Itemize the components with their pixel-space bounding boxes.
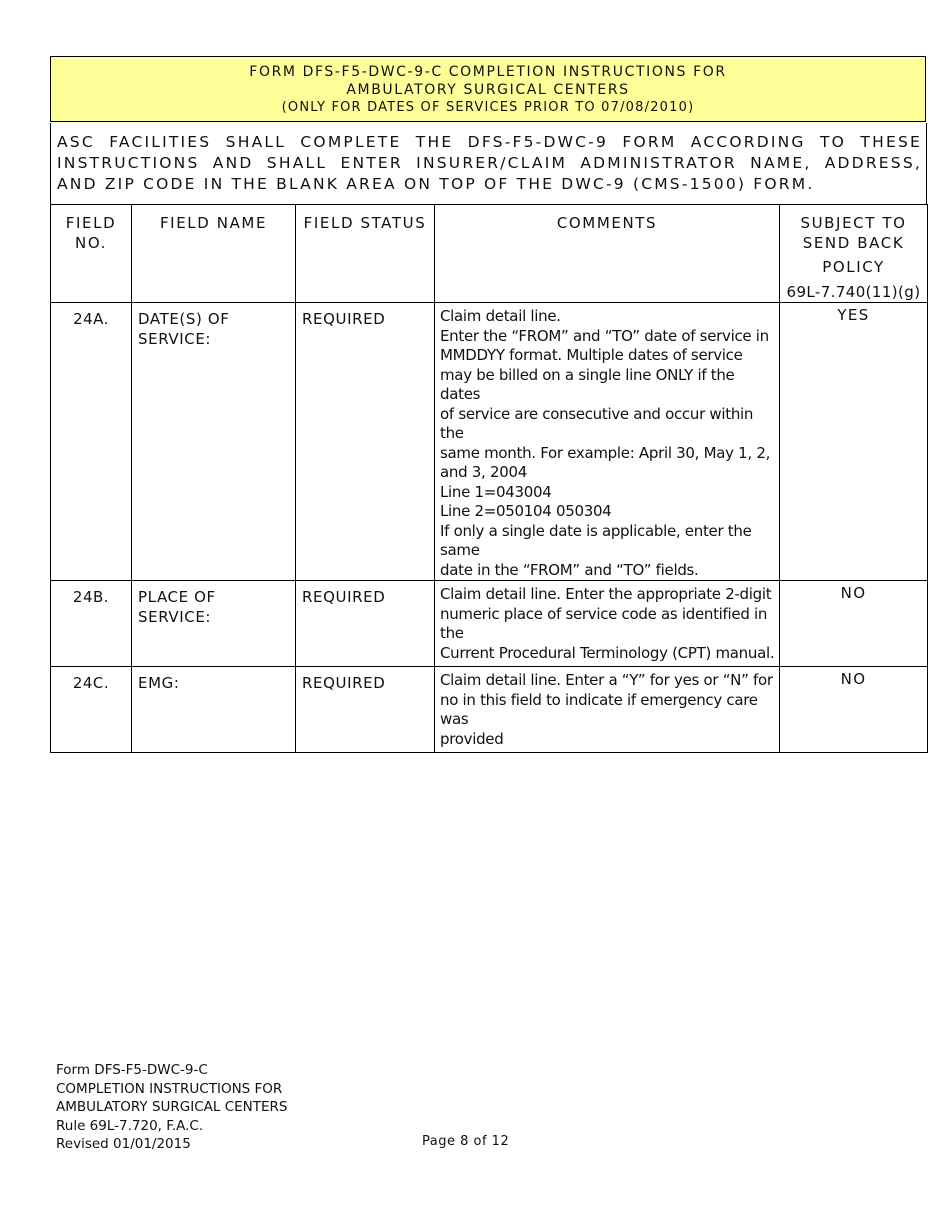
form-title-line-3: (ONLY FOR DATES OF SERVICES PRIOR TO 07/08/2010) bbox=[281, 100, 695, 115]
footer-title-2: AMBULATORY SURGICAL CENTERS bbox=[56, 1099, 288, 1115]
table-row bbox=[51, 303, 928, 581]
field-name: DATE(S) OF SERVICE: bbox=[132, 303, 296, 581]
footer-title-1: COMPLETION INSTRUCTIONS FOR bbox=[56, 1080, 283, 1097]
header-send-back: SUBJECT TO SEND BACK POLICY 69L-7.740(11)(g) bbox=[780, 205, 928, 303]
field-status: REQUIRED bbox=[296, 667, 435, 753]
field-send-back: NO bbox=[780, 581, 928, 667]
header-field-name: FIELD NAME bbox=[132, 205, 296, 303]
field-send-back: NO bbox=[780, 667, 928, 753]
table-row bbox=[51, 581, 928, 667]
field-status: REQUIRED bbox=[296, 303, 435, 581]
intro-instructions: ASC FACILITIES SHALL COMPLETE THE DFS-F5-DWC-9 FORM ACCORDING TO THESE INSTRUCTIONS AND SHALL ENTER INSURER/CLAIM ADMINISTRATOR NAME, ADDRESS, AND ZIP CODE IN THE BLANK AREA ON TOP OF THE DWC-9 (CMS-1500) FORM. bbox=[50, 123, 927, 205]
page-footer bbox=[56, 1061, 288, 1154]
field-no: 24C. bbox=[51, 667, 132, 753]
field-comment: Claim detail line. Enter the “FROM” and “TO” date of service in MMDDYY format. Multiple dates of service may be billed on a single line ONLY if the dates of service are consecutive and occur within the same month. For example: April 30, May 1, 2, and 3, 2004 Line 1=043004 Line 2=050104 050304 If only a single date is applicable, enter the same date in the “FROM” and “TO” fields. bbox=[435, 303, 780, 581]
form-title-line-1: FORM DFS-F5-DWC-9-C COMPLETION INSTRUCTIONS FOR bbox=[249, 64, 727, 80]
page-number: Page 8 of 12 bbox=[422, 1134, 510, 1149]
header-comments: COMMENTS bbox=[435, 205, 780, 303]
field-name: PLACE OF SERVICE: bbox=[132, 581, 296, 667]
instructions-table bbox=[50, 204, 928, 753]
footer-revised: Revised 01/01/2015 bbox=[56, 1136, 191, 1152]
form-title-line-2: AMBULATORY SURGICAL CENTERS bbox=[346, 82, 630, 98]
footer-form-id: Form DFS-F5-DWC-9-C bbox=[56, 1062, 208, 1078]
header-field-status: FIELD STATUS bbox=[296, 205, 435, 303]
form-title-box bbox=[50, 56, 926, 122]
field-name: EMG: bbox=[132, 667, 296, 753]
field-no: 24B. bbox=[51, 581, 132, 667]
header-field-no: FIELD NO. bbox=[51, 205, 132, 303]
table-row bbox=[51, 667, 928, 753]
field-no: 24A. bbox=[51, 303, 132, 581]
field-send-back: YES bbox=[780, 303, 928, 581]
field-comment: Claim detail line. Enter a “Y” for yes or “N” for no in this field to indicate if emergency care was provided bbox=[435, 667, 780, 753]
table-header-row bbox=[51, 205, 928, 303]
field-status: REQUIRED bbox=[296, 581, 435, 667]
field-comment: Claim detail line. Enter the appropriate 2-digit numeric place of service code as identified in the Current Procedural Terminology (CPT) manual. bbox=[435, 581, 780, 667]
footer-rule: Rule 69L-7.720, F.A.C. bbox=[56, 1117, 204, 1134]
